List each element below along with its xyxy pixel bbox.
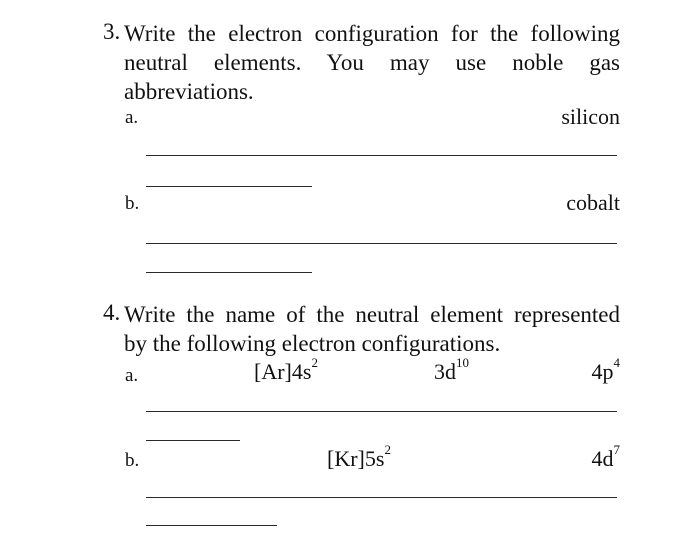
answer-line-4a-2[interactable]	[146, 440, 240, 441]
config-4a-1-superscript: 2	[311, 355, 318, 370]
config-4b-2-base: 4d	[591, 446, 614, 471]
question-4-number: 4.	[103, 300, 121, 325]
config-4a-2	[434, 355, 469, 385]
question-4-line-1: Write the name of the neutral element represented	[124, 302, 620, 327]
config-4b-1	[327, 442, 391, 472]
config-4a-3	[591, 355, 621, 385]
answer-line-4b-2[interactable]	[146, 525, 277, 526]
answer-line-3a-2[interactable]	[146, 186, 312, 187]
config-4a-2-base: 3d	[434, 359, 456, 384]
config-4a-3-superscript: 4	[613, 355, 620, 370]
question-4-line-2: by the following electron configurations.	[124, 331, 501, 356]
answer-line-3a-1[interactable]	[146, 155, 617, 156]
question-3b-label: b.	[125, 193, 140, 214]
question-3a-label: a.	[125, 107, 139, 128]
answer-line-3b-2[interactable]	[146, 272, 312, 273]
question-4-prompt	[124, 300, 620, 358]
question-4b-label: b.	[125, 450, 140, 471]
config-4a-2-superscript: 10	[456, 355, 469, 370]
config-4b-2-superscript: 7	[613, 442, 620, 457]
question-4a-label: a.	[125, 365, 139, 386]
answer-line-3b-1[interactable]	[146, 243, 617, 244]
question-3-prompt	[124, 19, 620, 106]
question-3-line-3: abbreviations.	[124, 79, 254, 104]
config-4a-1	[254, 355, 318, 385]
config-4b-1-base: [Kr]5s	[327, 446, 385, 471]
answer-line-4b-1[interactable]	[146, 497, 617, 498]
answer-line-4a-1[interactable]	[146, 411, 617, 412]
question-3-line-1: Write the electron configuration for the following	[124, 21, 620, 46]
question-3a-element: silicon	[561, 104, 620, 129]
question-3b-element: cobalt	[566, 190, 620, 215]
config-4b-1-superscript: 2	[384, 442, 391, 457]
config-4b-2	[591, 442, 621, 472]
question-3-number: 3.	[103, 19, 121, 44]
config-4a-1-base: [Ar]4s	[254, 359, 312, 384]
config-4a-3-base: 4p	[591, 359, 614, 384]
question-3-line-2: neutral elements. You may use noble gas	[124, 50, 620, 75]
